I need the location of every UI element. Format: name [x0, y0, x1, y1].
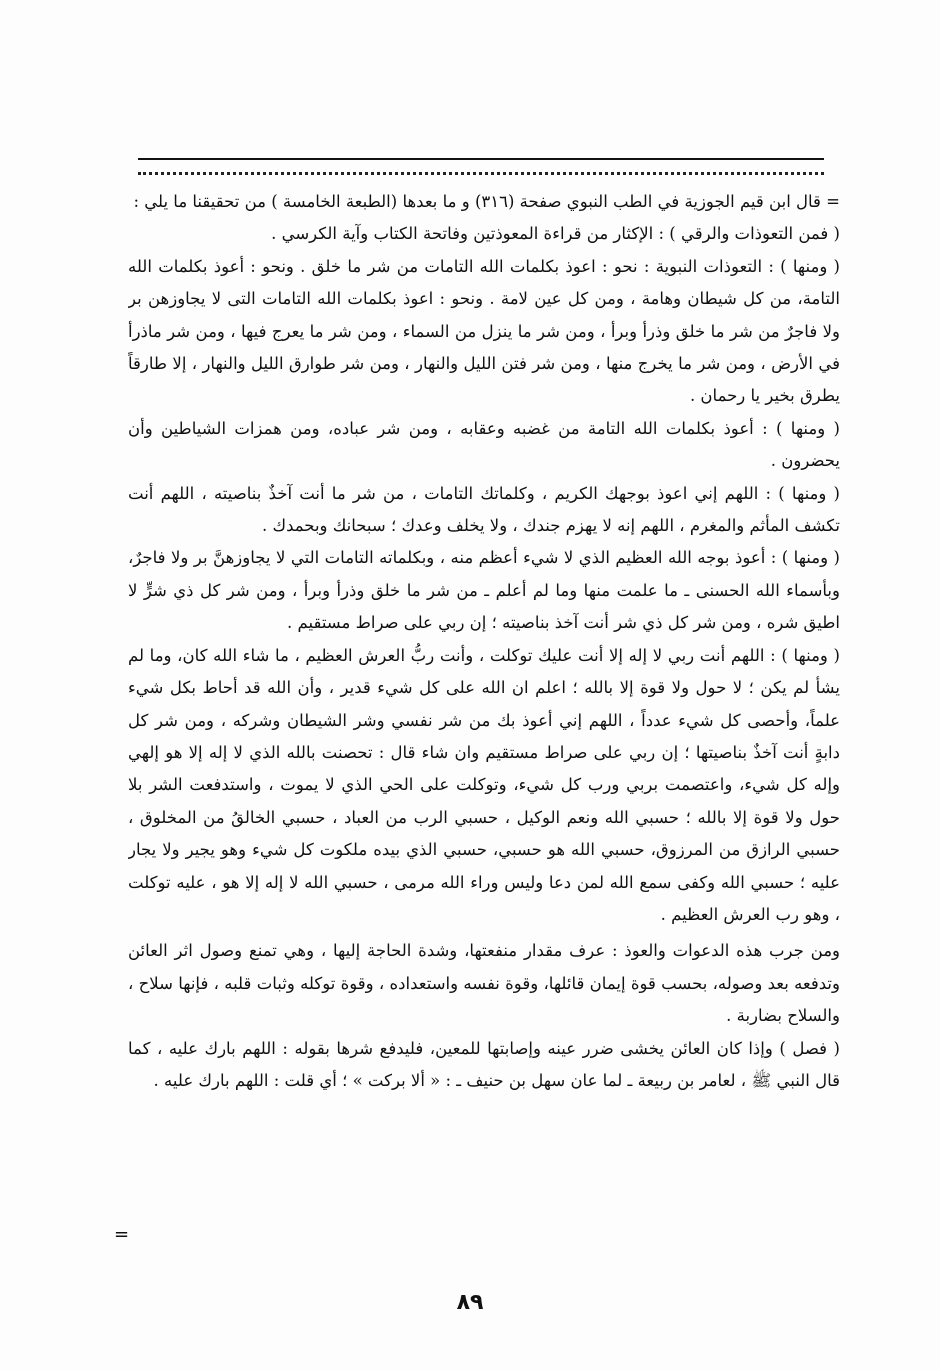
footnote-paragraph-taawwudhat: ( ومنها ) : التعوذات النبوية : نحو : اعوذ بكلمات الله التامات من شر ما خلق . ونحو : أعوذ بكلمات الله التامة، من كل شيطان وهامة ، ومن كل عين لامة . ونحو : اعوذ بكلمات الله التامات التى لا يجاوزهن بر ولا فاجرٌ من شر ما خلق وذرأ وبرأ ، ومن شر ما ينزل من السماء ، ومن شر ما يعرج فيها ، ومن شر ماذرأ في الأرض ، ومن شر ما يخرج منها ، ومن شر فتن الليل والنهار ، ومن شر طوارق الليل والنهار ، إلا طارقاً يطرق بخير يا رحمان . — [128, 256, 840, 406]
footnote-paragraph-ruqa: ( فمن التعوذات والرقي ) : الإكثار من قراءة المعوذتين وفاتحة الكتاب وآية الكرسي . — [271, 224, 840, 244]
footnote-paragraph-ghadab: ( ومنها ) : أعوذ بكلمات الله التامة من غضبه وعقابه ، ومن شر عباده، ومن همزات الشياطين وأن يحضرون . — [128, 418, 840, 471]
footnote-paragraph-benefit: ومن جرب هذه الدعوات والعوذ : عرف مقدار منفعتها، وشدة الحاجة إليها ، وهي تمنع وصول اثر العائن وتدفعه بعد وصوله، بحسب قوة إيمان قائلها، وقوة نفسه واستعداده ، وقوة توكله وثبات قلبه ، فإنها سلاح ، والسلاح بضاربة . — [128, 941, 840, 1026]
footnote-paragraph-rabbi: ( ومنها ) : اللهم أنت ربي لا إله إلا أنت عليك توكلت ، وأنت ربُّ العرش العظيم ، ما شاء الله كان، وما لم يشأ لم يكن ؛ لا حول ولا قوة إلا بالله ؛ اعلم ان الله على كل شيء قدير ، وأن الله قد أحاط بكل شيء علماً، وأحصى كل شيء عدداً ، اللهم إني أعوذ بك من شر نفسي وشر الشيطان وشركه ، ومن شر كل دابةٍ أنت آخذٌ بناصيتها ؛ إن ربي على صراط مستقيم وان شاء قال : تحصنت بالله الذي لا إله إلا هو إلهي وإله كل شيء، واعتصمت بربي ورب كل شيء، وتوكلت على الحي الذي لا يموت ، واستدفعت الشر بلا حول ولا قوة إلا بالله ؛ حسبي الله ونعم الوكيل ، حسبي الرب من العباد ، حسبي الخالقُ من المخلوق ، حسبي الرازق من المرزوق، حسبي الله هو حسبي، حسبي الذي بيده ملكوت كل شيء وهو يجير ولا يجار عليه ؛ حسبي الله وكفى سمع الله لمن دعا وليس وراء الله مرمى ، حسبي الله لا إله إلا هو ، عليه توكلت ، وهو رب العرش العظيم . — [128, 645, 840, 924]
footnote-paragraph-wajhika: ( ومنها ) : اللهم إني اعوذ بوجهك الكريم ، وكلماتك التامات ، من شر ما أنت آخذٌ بناصيته ، اللهم أنت تكشف المأثم والمغرم ، اللهم إنه لا يهزم جندك ، ولا يخلف وعدك ؛ سبحانك وبحمدك . — [128, 483, 840, 536]
footnote-paragraph-wajhillah: ( ومنها ) : أعوذ بوجه الله العظيم الذي لا شيء أعظم منه ، وبكلماته التامات التي لا يجاوزهنَّ بر ولا فاجرٌ، وبأسماء الله الحسنى ـ ما علمت منها وما لم أعلم ـ من شر ما خلق وذرأ وبرأ ، ومن شر كل ذي شرٍّ لا اطيق شره ، ومن شر كل ذي شر أنت آخذ بناصيته ؛ إن ربي على صراط مستقيم . — [128, 548, 840, 633]
footnote-dotted-divider — [138, 172, 824, 175]
footnote-text — [128, 186, 840, 1256]
continuation-mark: = — [114, 1224, 130, 1245]
footnote-paragraph-fasl: ( فصل ) وإذا كان العائن يخشى ضرر عينه وإصابتها للمعين، فليدفع شرها بقوله : اللهم بارك عليه ، كما قال النبي ﷺ ، لعامر بن ربيعة ـ لما عان سهل بن حنيف ـ : « ألا بركت » ؛ أي قلت : اللهم بارك عليه . — [128, 1038, 840, 1090]
footnote-paragraph-intro: = قال ابن قيم الجوزية في الطب النبوي صفحة (٣١٦) و ما بعدها (الطبعة الخامسة ) من تحقيقنا ما يلي : — [133, 192, 840, 211]
footnote-separator-rule — [138, 158, 824, 160]
page-number: ٨٩ — [456, 1290, 484, 1315]
